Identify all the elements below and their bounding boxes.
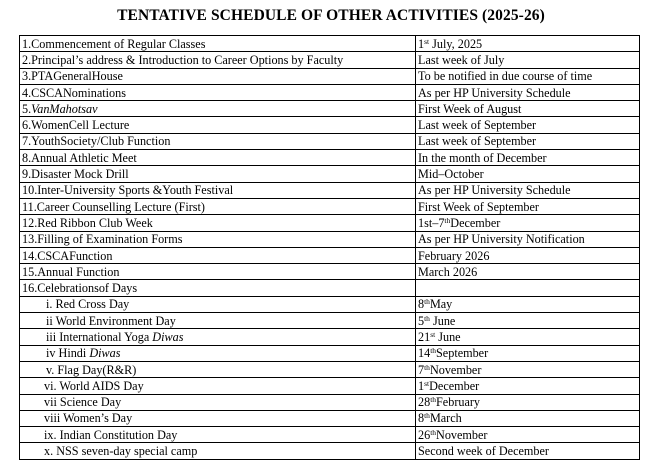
page-title: TENTATIVE SCHEDULE OF OTHER ACTIVITIES (2025-26)	[117, 7, 545, 24]
date-cell: 26thNovember	[416, 427, 640, 443]
table-row	[20, 345, 640, 361]
date-cell: Last week of July	[416, 52, 640, 68]
table-row	[20, 182, 640, 198]
table-row	[20, 361, 640, 377]
table-row	[20, 443, 640, 459]
activity-cell: 6.WomenCell Lecture	[20, 117, 416, 133]
date-cell: In the month of December	[416, 150, 640, 166]
table-row	[20, 198, 640, 214]
table-row	[20, 427, 640, 443]
sub-activity-cell: ii World Environment Day	[20, 313, 416, 329]
table-row	[20, 68, 640, 84]
activity-cell: 2.Principal’s address & Introduction to Career Options by Faculty	[20, 52, 416, 68]
sub-activity-cell: x. NSS seven-day special camp	[20, 443, 416, 459]
table-row	[20, 410, 640, 426]
table-row	[20, 296, 640, 312]
date-cell	[416, 280, 640, 296]
table-row	[20, 101, 640, 117]
date-cell: 1st–7thDecember	[416, 215, 640, 231]
table-row	[20, 231, 640, 247]
date-cell: 14thSeptember	[416, 345, 640, 361]
date-cell: Last week of September	[416, 117, 640, 133]
sub-activity-cell: vii Science Day	[20, 394, 416, 410]
date-cell: 28thFebruary	[416, 394, 640, 410]
activity-cell: 15.Annual Function	[20, 264, 416, 280]
activity-cell: 9.Disaster Mock Drill	[20, 166, 416, 182]
table-row	[20, 150, 640, 166]
table-row	[20, 52, 640, 68]
table-row	[20, 133, 640, 149]
activity-cell: 5.VanMahotsav	[20, 101, 416, 117]
date-cell: 8thMarch	[416, 410, 640, 426]
table-row	[20, 166, 640, 182]
date-cell: Second week of December	[416, 443, 640, 459]
date-cell: 8thMay	[416, 296, 640, 312]
sub-activity-cell: iv Hindi Diwas	[20, 345, 416, 361]
activity-cell: 13.Filling of Examination Forms	[20, 231, 416, 247]
sub-activity-cell: vi. World AIDS Day	[20, 378, 416, 394]
table-row	[20, 394, 640, 410]
activity-cell: 14.CSCAFunction	[20, 247, 416, 263]
date-cell: 1stDecember	[416, 378, 640, 394]
sub-activity-cell: v. Flag Day(R&R)	[20, 361, 416, 377]
schedule-table	[19, 35, 640, 460]
activity-cell: 7.YouthSociety/Club Function	[20, 133, 416, 149]
date-cell: To be notified in due course of time	[416, 68, 640, 84]
table-row	[20, 264, 640, 280]
schedule-table-body	[20, 36, 640, 460]
table-row	[20, 378, 640, 394]
sub-activity-cell: ix. Indian Constitution Day	[20, 427, 416, 443]
date-cell: As per HP University Schedule	[416, 182, 640, 198]
date-cell: 21st June	[416, 329, 640, 345]
activity-cell: 16.Celebrationsof Days	[20, 280, 416, 296]
table-row	[20, 280, 640, 296]
activity-cell: 3.PTAGeneralHouse	[20, 68, 416, 84]
date-cell: February 2026	[416, 247, 640, 263]
activity-cell: 4.CSCANominations	[20, 84, 416, 100]
date-cell: As per HP University Notification	[416, 231, 640, 247]
table-row	[20, 84, 640, 100]
table-row	[20, 36, 640, 52]
date-cell: 1st July, 2025	[416, 36, 640, 52]
activity-cell: 12.Red Ribbon Club Week	[20, 215, 416, 231]
date-cell: Mid–October	[416, 166, 640, 182]
activity-cell: 10.Inter-University Sports &Youth Festival	[20, 182, 416, 198]
table-row	[20, 313, 640, 329]
date-cell: First Week of August	[416, 101, 640, 117]
date-cell: First Week of September	[416, 198, 640, 214]
table-row	[20, 117, 640, 133]
activity-cell: 8.Annual Athletic Meet	[20, 150, 416, 166]
activity-cell: 11.Career Counselling Lecture (First)	[20, 198, 416, 214]
sub-activity-cell: viii Women’s Day	[20, 410, 416, 426]
date-cell: As per HP University Schedule	[416, 84, 640, 100]
table-row	[20, 215, 640, 231]
table-row	[20, 247, 640, 263]
table-row	[20, 329, 640, 345]
sub-activity-cell: i. Red Cross Day	[20, 296, 416, 312]
date-cell: 7thNovember	[416, 361, 640, 377]
activity-cell: 1.Commencement of Regular Classes	[20, 36, 416, 52]
date-cell: March 2026	[416, 264, 640, 280]
sub-activity-cell: iii International Yoga Diwas	[20, 329, 416, 345]
date-cell: Last week of September	[416, 133, 640, 149]
date-cell: 5th June	[416, 313, 640, 329]
